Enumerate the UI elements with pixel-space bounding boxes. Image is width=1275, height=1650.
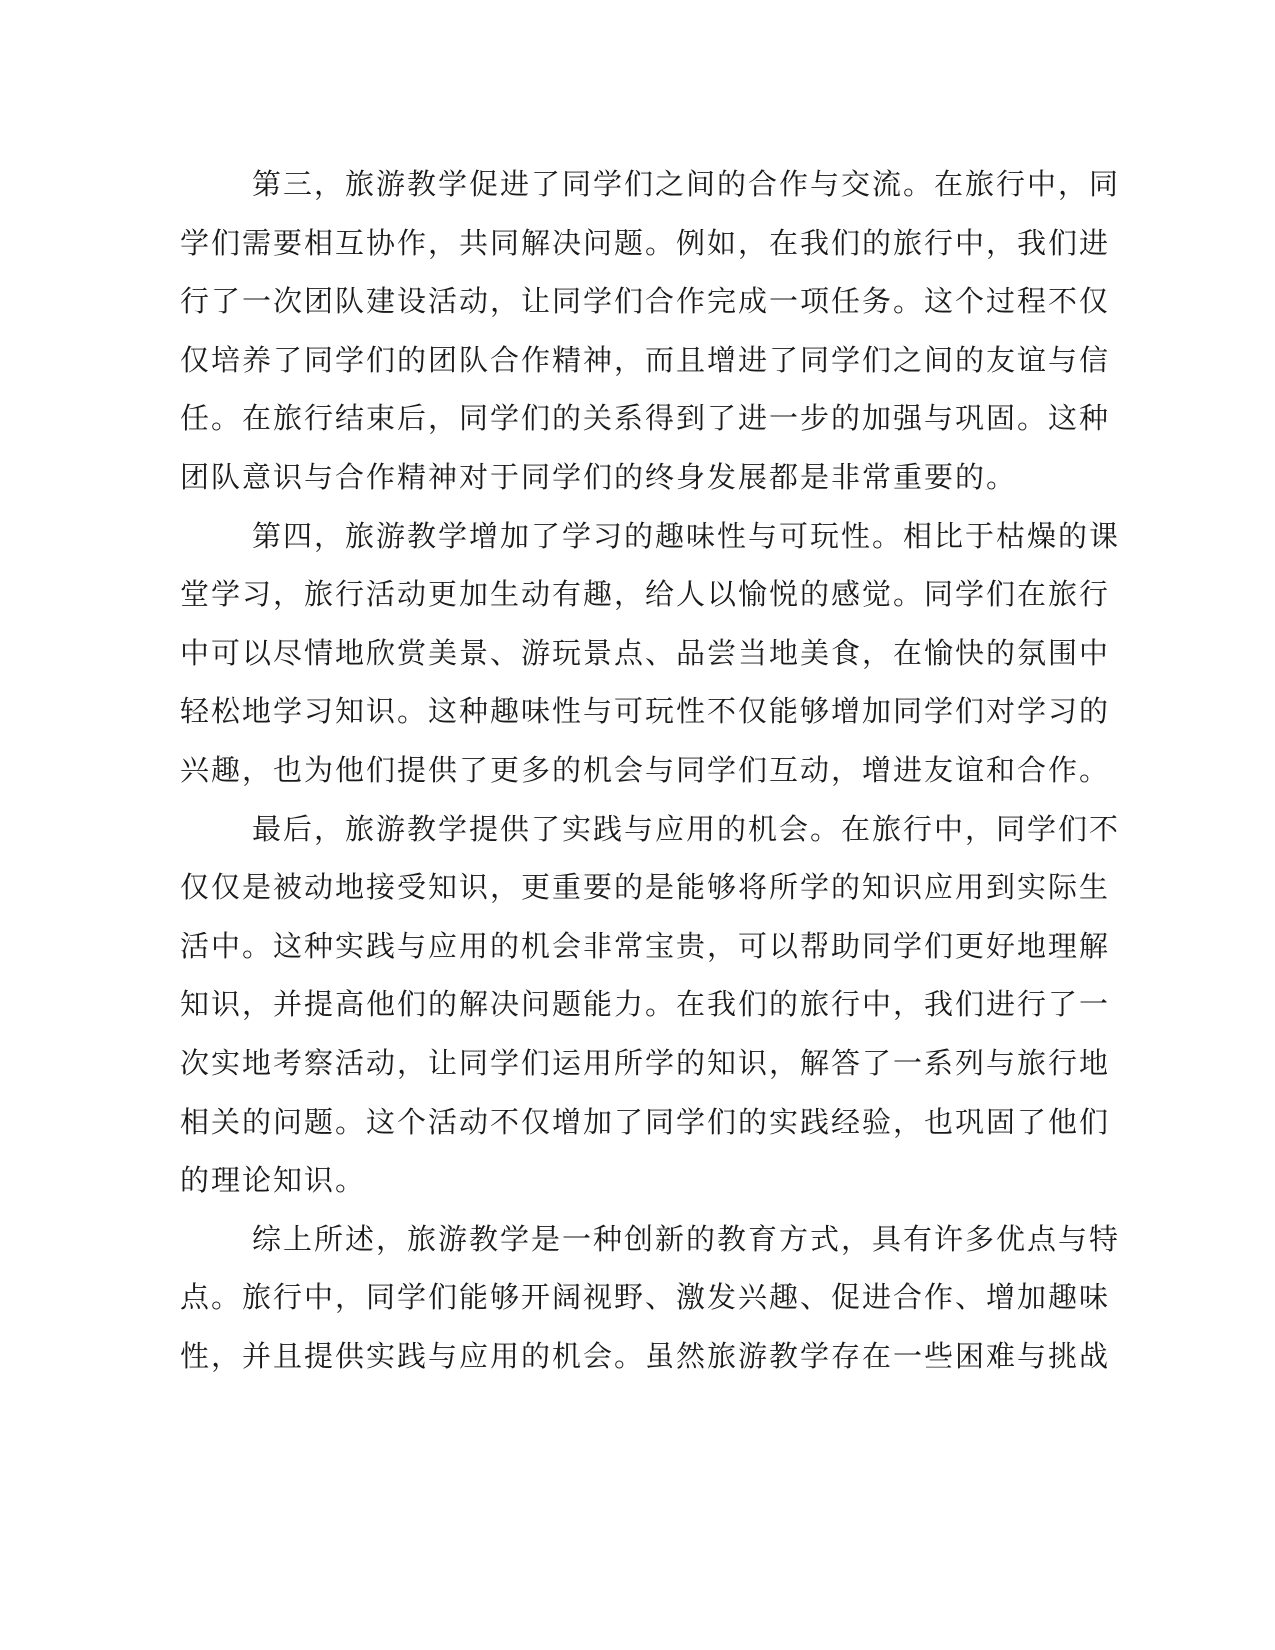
- paragraph-practice: [180, 800, 1121, 1210]
- body-text: [180, 155, 1121, 1385]
- text-line: 任。在旅行结束后，同学们的关系得到了进一步的加强与巩固。这种: [180, 401, 1111, 436]
- text-line: 性，并且提供实践与应用的机会。虽然旅游教学存在一些困难与挑战: [180, 1338, 1111, 1373]
- paragraph-interest: [180, 507, 1121, 800]
- paragraph-summary: [180, 1210, 1121, 1386]
- text-line: 活中。这种实践与应用的机会非常宝贵，可以帮助同学们更好地理解: [180, 928, 1111, 963]
- text-line: 行了一次团队建设活动，让同学们合作完成一项任务。这个过程不仅: [180, 284, 1111, 319]
- text-line: 堂学习，旅行活动更加生动有趣，给人以愉悦的感觉。同学们在旅行: [180, 577, 1111, 612]
- paragraph-cooperation: [180, 155, 1121, 507]
- text-line: 第三，旅游教学促进了同学们之间的合作与交流。在旅行中，同: [252, 167, 1121, 201]
- text-line: 兴趣，也为他们提供了更多的机会与同学们互动，增进友谊和合作。: [180, 752, 1111, 787]
- text-line: 点。旅行中，同学们能够开阔视野、激发兴趣、促进合作、增加趣味: [180, 1280, 1111, 1315]
- text-line: 学们需要相互协作，共同解决问题。例如，在我们的旅行中，我们进: [180, 225, 1111, 260]
- text-line: 综上所述，旅游教学是一种创新的教育方式，具有许多优点与特: [252, 1221, 1121, 1256]
- text-line: 中可以尽情地欣赏美景、游玩景点、品尝当地美食，在愉快的氛围中: [180, 635, 1111, 670]
- text-line: 最后，旅游教学提供了实践与应用的机会。在旅行中，同学们不: [252, 811, 1121, 846]
- text-line: 知识，并提高他们的解决问题能力。在我们的旅行中，我们进行了一: [180, 987, 1111, 1022]
- text-line: 次实地考察活动，让同学们运用所学的知识，解答了一系列与旅行地: [180, 1045, 1111, 1080]
- text-line: 仅培养了同学们的团队合作精神，而且增进了同学们之间的友谊与信: [180, 342, 1111, 377]
- text-line: 轻松地学习知识。这种趣味性与可玩性不仅能够增加同学们对学习的: [180, 694, 1111, 729]
- text-line: 团队意识与合作精神对于同学们的终身发展都是非常重要的。: [180, 459, 1018, 494]
- text-line: 第四，旅游教学增加了学习的趣味性与可玩性。相比于枯燥的课: [252, 518, 1121, 553]
- text-line: 相关的问题。这个活动不仅增加了同学们的实践经验，也巩固了他们: [180, 1104, 1111, 1139]
- text-line: 的理论知识。: [180, 1163, 367, 1198]
- text-line: 仅仅是被动地接受知识，更重要的是能够将所学的知识应用到实际生: [180, 870, 1111, 905]
